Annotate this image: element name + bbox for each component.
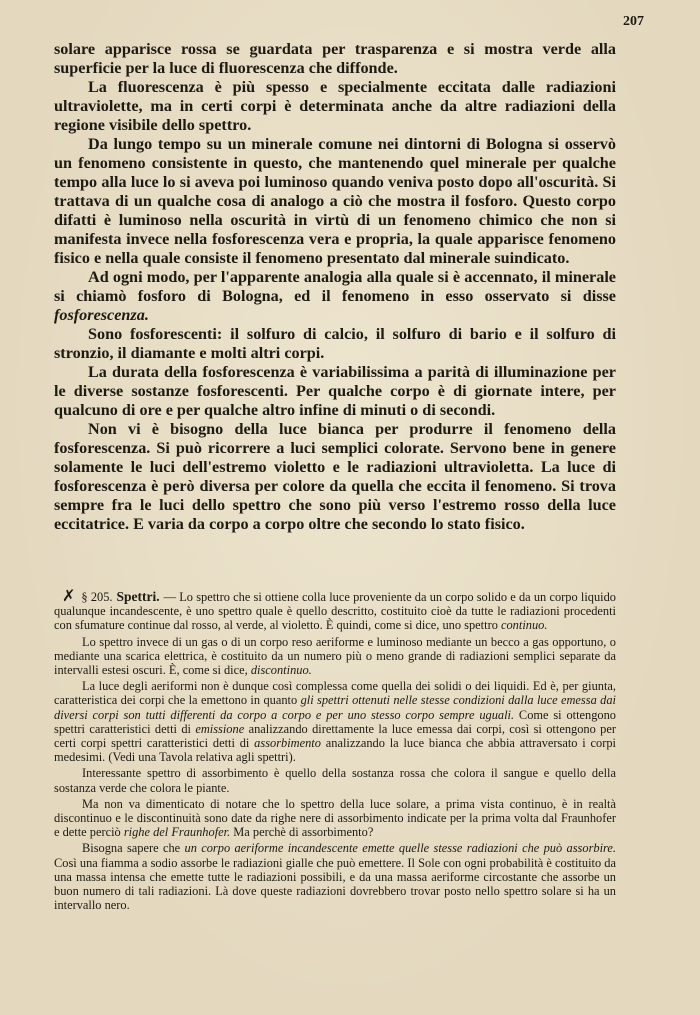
section-paragraph-5-text-b: Ma perchè di assorbimento? bbox=[230, 825, 374, 840]
pencil-mark-icon: ✗ bbox=[62, 588, 76, 605]
section-paragraph-5-emphasis: righe del Fraunhofer. bbox=[123, 825, 231, 840]
section-205 bbox=[54, 590, 616, 914]
section-paragraph-3-emphasis-b: emissione bbox=[195, 721, 245, 736]
section-paragraph-4: Interessante spettro di assorbimento è quello della sostanza rossa che colora il sangue e quello della sostanza verde che colora le piante. bbox=[54, 766, 616, 795]
section-paragraph-2-text: Lo spettro invece di un gas o di un corpo reso aeriforme e luminoso mediante un becco a gas opportuno, o mediante una scarica elettrica, è costituito da un numero più o meno grande di radiazioni semplici separate da intervalli estesi oscuri. È, come si dice, bbox=[54, 634, 616, 678]
page-number: 207 bbox=[623, 14, 644, 29]
section-paragraph-6 bbox=[54, 841, 616, 912]
section-paragraph-3-emphasis-c: assorbimento bbox=[254, 736, 321, 751]
section-paragraph-3-text-a: La luce degli aeriformi non è dunque così complessa come quella dei solidi o dei liquidi. Ed è, per giunta, caratteristica dei corpi che la emettono in quanto bbox=[54, 679, 616, 708]
section-paragraph-5-text-a: Ma non va dimenticato di notare che lo spettro della luce solare, a prima vista continuo, è in realtà discontinuo e le discontinuità sono date da righe nere di assorbimento indicate per la prima volta dal Fraunhofer e dette perciò bbox=[54, 796, 616, 840]
section-paragraph-3-emphasis-a: gli spettri ottenuti nelle stesse condizioni dalla luce emessa dai diversi corpi son tutti differenti da corpo a corpo e per uno stesso corpo sempre uguali. bbox=[54, 693, 616, 722]
section-paragraph-1 bbox=[54, 590, 616, 633]
section-paragraph-2-emphasis: discontinuo. bbox=[250, 663, 312, 678]
section-paragraph-3-text-d: analizzando la luce bianca che abbia attraversato i corpi medesimi. (Vedi una Tavola relativa agli spettri). bbox=[54, 736, 616, 765]
section-number: § 205. bbox=[81, 590, 113, 604]
paragraph-4-text: Ad ogni modo, per l'apparente analogia alla quale si è accennato, il minerale si chiamò fosforo di Bologna, ed il fenomeno in esso osservato si disse bbox=[54, 268, 616, 305]
paragraph-7: Non vi è bisogno della luce bianca per produrre il fenomeno della fosforescenza. Si può ricorrere a luci semplici colorate. Servono bene in genere solamente le luci dell'estremo violetto e le radiazioni ultravioletta. La luce di fosforescenza è però diversa per colore da quella che eccita il fenomeno. Si trova sempre fra le luci dello spettro che sono più verso l'estremo rosso della luce eccitatrice. E varia da corpo a corpo oltre che secondo lo stato fisico. bbox=[54, 420, 616, 533]
section-paragraph-6-text-b: Così una fiamma a sodio assorbe le radiazioni gialle che può emettere. Il Sole con ogni probabilità è costituito da una massa intensa che emette tutte le radiazioni possibili, e da una massa aeriforme circostante che assorbe un buon numero di tali radiazioni. Là dove queste radiazioni dovrebbero trovar posto nello spettro solare si ha un intervallo nero. bbox=[54, 855, 616, 913]
paragraph-5: Sono fosforescenti: il solfuro di calcio, il solfuro di bario e il solfuro di stronzio, il diamante e molti altri corpi. bbox=[54, 325, 616, 362]
paragraph-1: solare apparisce rossa se guardata per trasparenza e si mostra verde alla superficie per la luce di fluorescenza che diffonde. bbox=[54, 40, 616, 77]
section-paragraph-1-emphasis: continuo. bbox=[500, 618, 548, 633]
section-title: Spettri. bbox=[116, 589, 160, 604]
paragraph-4-emphasis: fosforescenza. bbox=[54, 306, 149, 324]
paragraph-4 bbox=[54, 268, 616, 325]
section-paragraph-3-text-b: Come si ottengono spettri caratteristici detti di bbox=[54, 707, 617, 736]
section-paragraph-3 bbox=[54, 679, 616, 764]
main-text bbox=[54, 40, 616, 534]
section-paragraph-1-text: — Lo spettro che si ottiene colla luce proveniente da un corpo solido e da un corpo liquido qualunque incandescente, è uno spettro quale è quello descritto, costituito cioè da tutte le radiazioni procedenti con sfumature continue dal rosso, al verde, al violetto. È quindi, come si dice, uno spettro bbox=[54, 590, 616, 633]
section-paragraph-2 bbox=[54, 635, 616, 678]
section-paragraph-6-emphasis: un corpo aeriforme incandescente emette quelle stesse radiazioni che può assorbire. bbox=[184, 841, 616, 856]
section-paragraph-6-text-a: Bisogna sapere che bbox=[82, 841, 185, 856]
paragraph-6: La durata della fosforescenza è variabilissima a parità di illuminazione per le diverse sostanze fosforescenti. Per qualche corpo è di giornate intere, per qualcuno di ore e per qualche altro infine di minuti o di secondi. bbox=[54, 363, 616, 419]
paragraph-2: La fluorescenza è più spesso e specialmente eccitata dalle radiazioni ultraviolette, ma in certi corpi è determinata anche da altre radiazioni della regione visibile dello spettro. bbox=[54, 78, 616, 134]
paragraph-3: Da lungo tempo su un minerale comune nei dintorni di Bologna si osservò un fenomeno consistente in questo, che mantenendo quel minerale per qualche tempo alla luce lo si aveva poi luminoso quando veniva posto dopo all'oscurità. Si trattava di un qualche cosa di analogo a ciò che mostra il fosforo. Questo corpo difatti è luminoso nella oscurità in virtù di un fenomeno chimico che non si manifesta invece nella fosforescenza vera e propria, la quale apparisce fenomeno fisico e nella quale consiste il fenomeno presentato dal minerale suindicato. bbox=[54, 135, 616, 267]
section-paragraph-5 bbox=[54, 797, 616, 840]
section-paragraph-3-text-c: analizzando direttamente la luce emessa dai corpi, così si ottengono per certi corpi spettri caratteristici detti di bbox=[54, 721, 616, 751]
